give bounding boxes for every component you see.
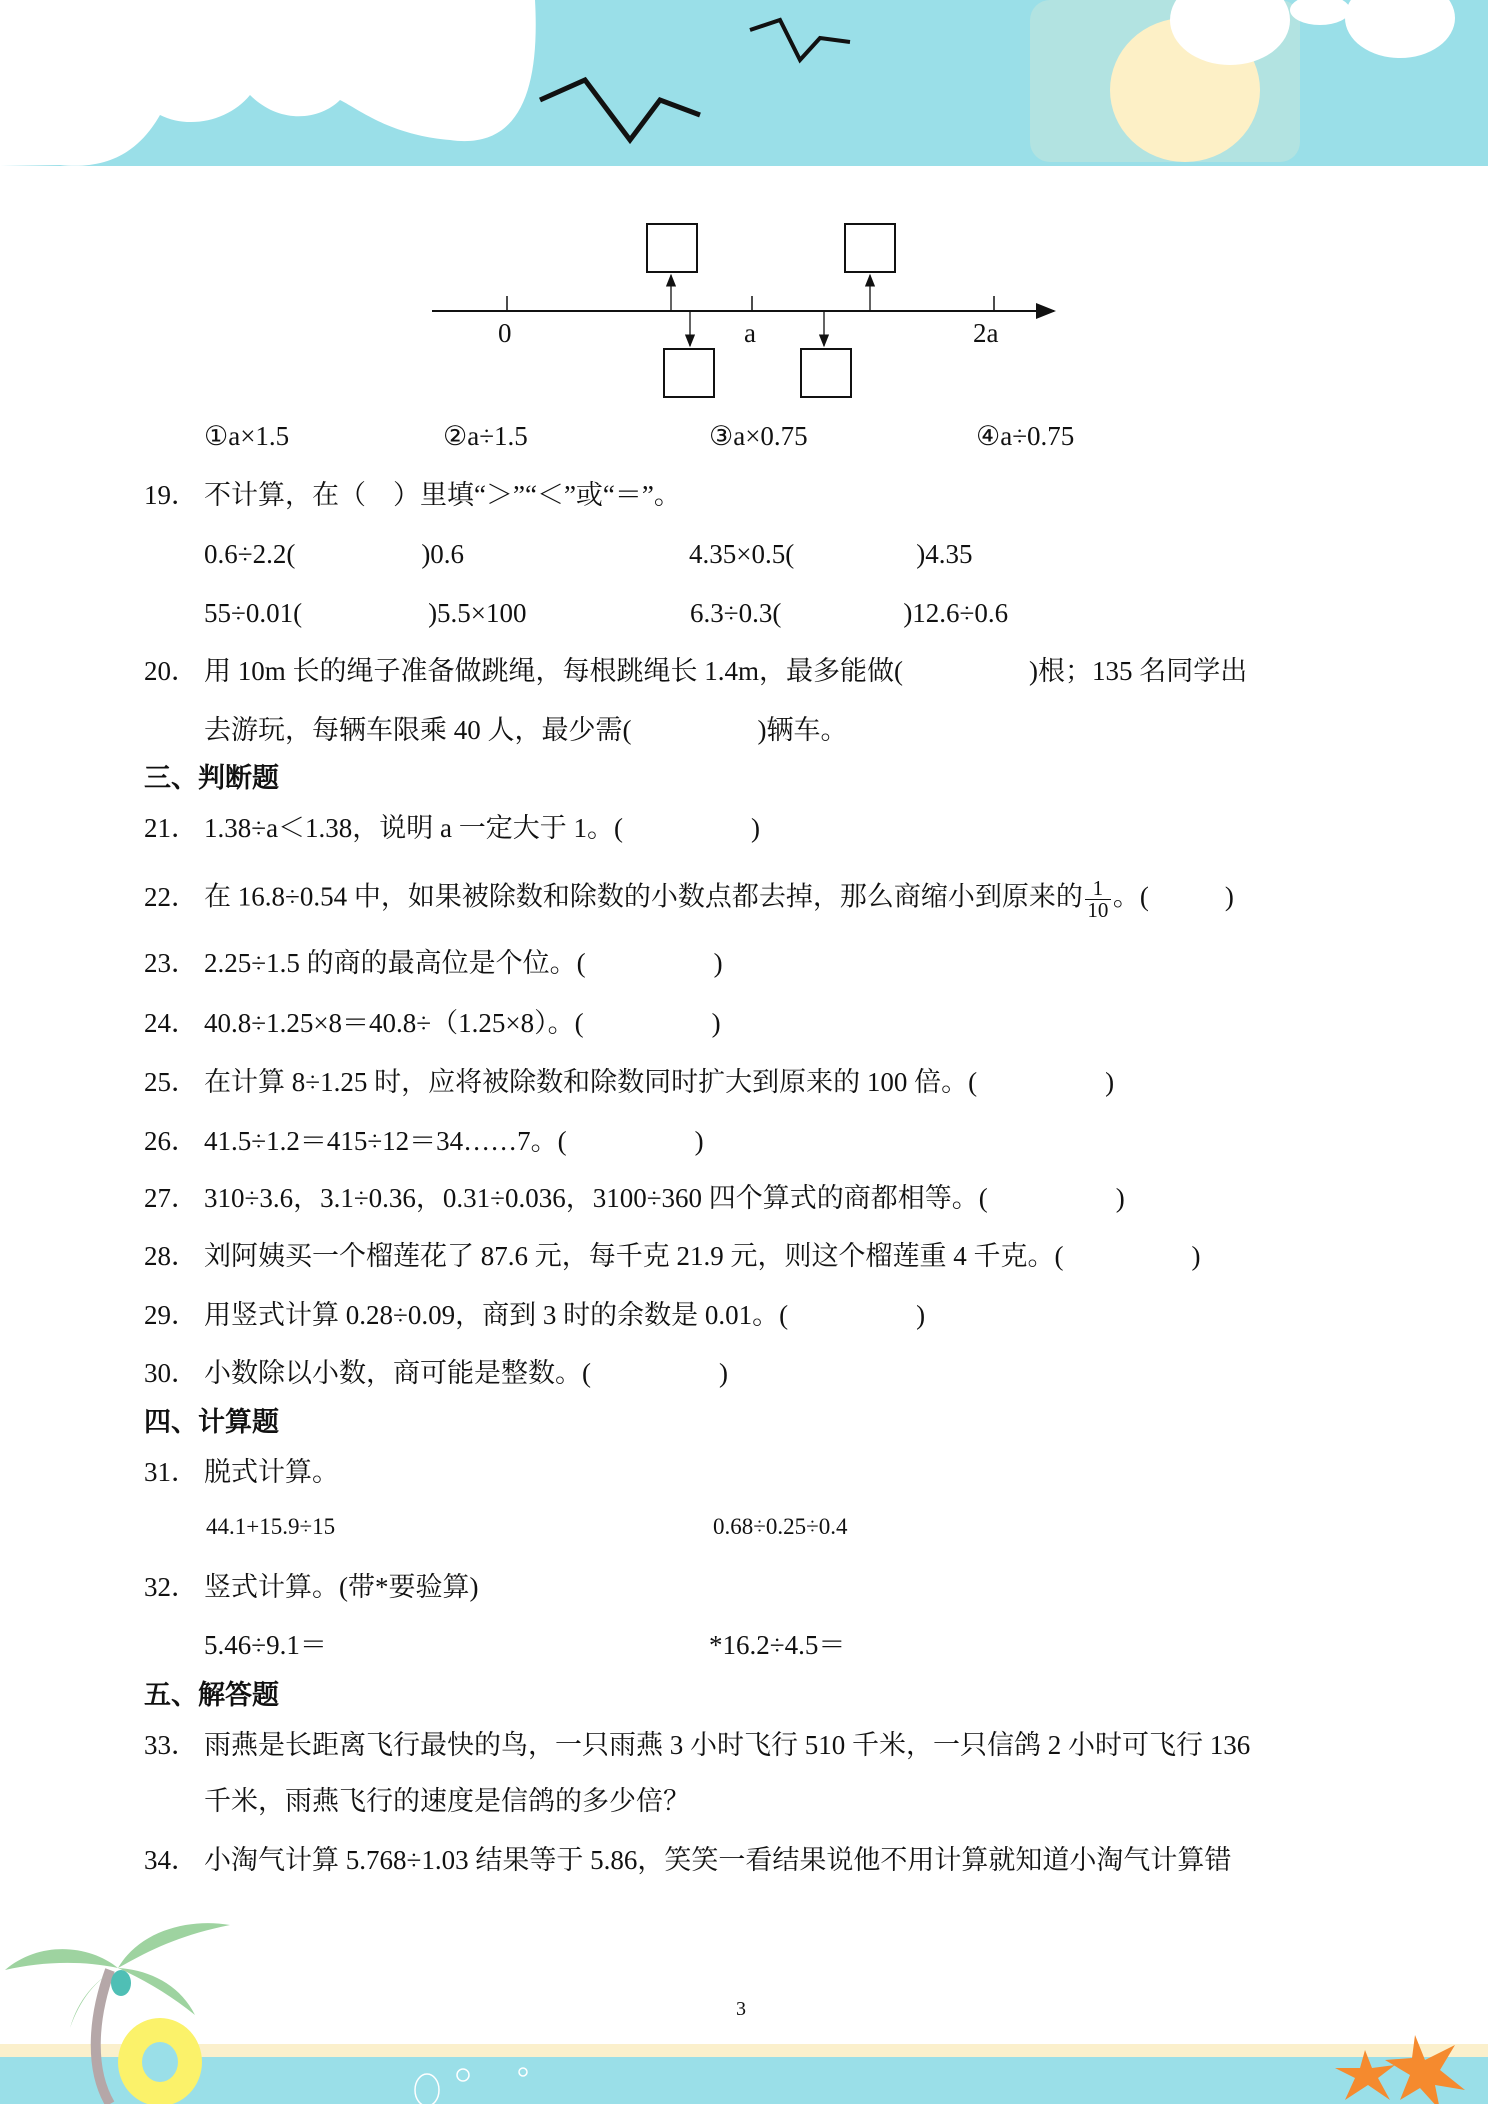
- paren: ): [751, 813, 761, 843]
- question-text: 竖式计算。(带*要验算): [204, 1572, 479, 1602]
- question-29: [144, 1298, 925, 1332]
- question-number: 24．: [144, 1008, 198, 1038]
- question-text: 用 10m 长的绳子准备做跳绳，每根跳绳长 1.4m，最多能做(: [204, 656, 903, 686]
- question-number: 27．: [144, 1183, 198, 1213]
- paren: ): [713, 948, 723, 978]
- paren: ): [1105, 1067, 1115, 1097]
- fraction: [1085, 878, 1111, 921]
- question-text: 。(: [1112, 881, 1149, 912]
- question-28: [144, 1239, 1201, 1273]
- question-number: 22．: [144, 881, 198, 912]
- question-number: 29．: [144, 1300, 198, 1330]
- option: ④a÷0.75: [976, 421, 1075, 451]
- question-20: [144, 654, 1247, 688]
- question-24: [144, 1006, 721, 1040]
- expr: 55÷0.01(: [204, 598, 303, 628]
- question-number: 33．: [144, 1730, 198, 1760]
- question-21: [144, 811, 760, 845]
- compare-item: [690, 596, 1008, 630]
- question-text: 1.38÷a＜1.38，说明 a 一定大于 1。(: [204, 813, 624, 843]
- question-34: [144, 1843, 1231, 1877]
- question-number: 31．: [144, 1457, 198, 1487]
- question-32: [144, 1570, 478, 1604]
- paren: ): [916, 1300, 926, 1330]
- paren: ): [1191, 1241, 1201, 1271]
- footer-beach-banner: [0, 1880, 1488, 2104]
- question-33-cont: 千米，雨燕飞行的速度是信鸽的多少倍？: [204, 1786, 690, 1816]
- question-number: 20．: [144, 656, 198, 686]
- paren: ): [711, 1008, 721, 1038]
- tick-label: 2a: [973, 318, 999, 348]
- question-text: 小淘气计算 5.768÷1.03 结果等于 5.86，笑笑一看结果说他不用计算就知道小淘气计算错: [204, 1845, 1232, 1875]
- calc-item: 5.46÷9.1＝: [204, 1630, 327, 1660]
- section-heading: 三、判断题: [144, 763, 279, 793]
- paren: ): [694, 1126, 704, 1156]
- expr: 0.6÷2.2(: [204, 539, 296, 569]
- question-number: 26．: [144, 1126, 198, 1156]
- expr: )0.6: [421, 539, 465, 569]
- question-33: [144, 1728, 1250, 1762]
- question-number: 34．: [144, 1845, 198, 1875]
- question-text: 不计算，在（ ）里填“＞”“＜”或“＝”。: [204, 480, 681, 510]
- question-text: )辆车。: [757, 715, 848, 745]
- question-22: [144, 878, 1234, 921]
- expr: )12.6÷0.6: [903, 598, 1009, 628]
- expr: )5.5×100: [428, 598, 527, 628]
- tick-label: 0: [498, 318, 512, 348]
- answer-box: [801, 349, 851, 397]
- question-text: 在计算 8÷1.25 时，应将被除数和除数同时扩大到原来的 100 倍。(: [204, 1067, 978, 1097]
- question-26: [144, 1124, 704, 1158]
- question-31: [144, 1455, 339, 1489]
- question-number: 19．: [144, 480, 198, 510]
- answer-box: [664, 349, 714, 397]
- paren: ): [1115, 1183, 1125, 1213]
- compare-item: [689, 537, 972, 571]
- question-number: 32．: [144, 1572, 198, 1602]
- question-text: 刘阿姨买一个榴莲花了 87.6 元，每千克 21.9 元，则这个榴莲重 4 千克。(: [204, 1241, 1064, 1271]
- section-heading: 四、计算题: [144, 1407, 279, 1437]
- question-25: [144, 1065, 1114, 1099]
- question-text: 雨燕是长距离飞行最快的鸟，一只雨燕 3 小时飞行 510 千米，一只信鸽 2 小时可飞行 136: [204, 1730, 1251, 1760]
- question-19: [144, 478, 681, 512]
- expr: 4.35×0.5(: [689, 539, 795, 569]
- compare-item: [204, 596, 527, 630]
- question-text: 40.8÷1.25×8＝40.8÷（1.25×8）。(: [204, 1008, 584, 1038]
- question-text: 2.25÷1.5 的商的最高位是个位。(: [204, 948, 586, 978]
- page-number: 3: [736, 1998, 746, 2020]
- question-23: [144, 946, 723, 980]
- compare-item: [204, 537, 464, 571]
- question-text: 脱式计算。: [204, 1457, 339, 1487]
- question-27: [144, 1181, 1125, 1215]
- question-text: 用竖式计算 0.28÷0.09，商到 3 时的余数是 0.01。(: [204, 1300, 789, 1330]
- question-text: 小数除以小数，商可能是整数。(: [204, 1358, 591, 1388]
- question-number: 25．: [144, 1067, 198, 1097]
- answer-box: [845, 224, 895, 272]
- coconut: [111, 1970, 131, 1996]
- question-30: [144, 1356, 728, 1390]
- expr: 6.3÷0.3(: [690, 598, 782, 628]
- question-20-cont: [204, 713, 848, 747]
- option: ①a×1.5: [204, 421, 290, 451]
- numerator: 1: [1092, 876, 1104, 900]
- question-text: 在 16.8÷0.54 中，如果被除数和除数的小数点都去掉，那么商缩小到原来的: [204, 881, 1083, 912]
- tick-label: a: [744, 318, 756, 348]
- question-text: 去游玩，每辆车限乘 40 人，最少需(: [204, 715, 632, 745]
- question-text: 41.5÷1.2＝415÷12＝34……7。(: [204, 1126, 567, 1156]
- answer-box: [647, 224, 697, 272]
- paren: ): [1224, 881, 1234, 912]
- denominator: 10: [1087, 898, 1109, 922]
- option: ②a÷1.5: [443, 421, 528, 451]
- calc-item: 0.68÷0.25÷0.4: [713, 1514, 848, 1539]
- calc-item: *16.2÷4.5＝: [709, 1630, 846, 1660]
- option: ③a×0.75: [709, 421, 808, 451]
- question-number: 23．: [144, 948, 198, 978]
- calc-item: 44.1+15.9÷15: [206, 1514, 336, 1539]
- question-number: 21．: [144, 813, 198, 843]
- section-heading: 五、解答题: [144, 1680, 279, 1710]
- question-number: 28．: [144, 1241, 198, 1271]
- question-text: 310÷3.6，3.1÷0.36，0.31÷0.036，3100÷360 四个算式的商都相等。(: [204, 1183, 988, 1213]
- question-number: 30．: [144, 1358, 198, 1388]
- expr: )4.35: [916, 539, 973, 569]
- question-text: )根；135 名同学出: [1029, 656, 1248, 686]
- number-line-diagram: [0, 0, 1488, 420]
- paren: ): [719, 1358, 728, 1388]
- life-ring-icon: [118, 2018, 202, 2104]
